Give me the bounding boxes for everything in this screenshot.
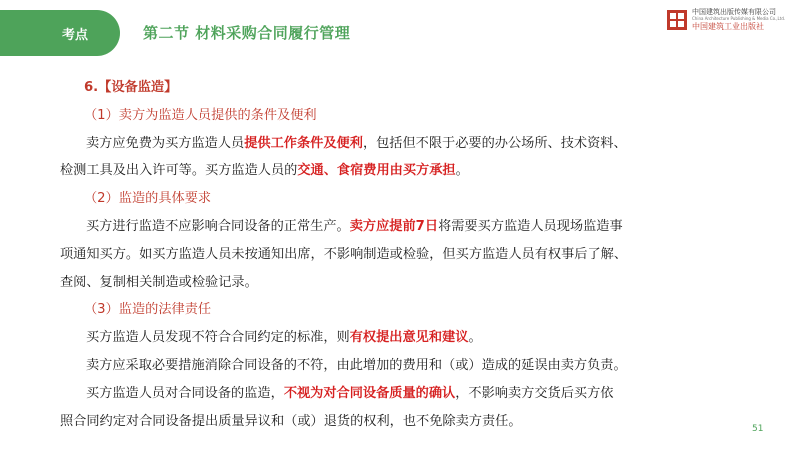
highlight-text: 提供工作条件及便利: [244, 135, 363, 151]
text-run: 买方监造人员对合同设备的监造，: [86, 385, 284, 401]
paragraph-line: 查阅、复制相关制造或检验记录。: [60, 274, 258, 290]
paragraph-line: [60, 213, 780, 241]
highlight-text: 有权提出意见和建议: [349, 330, 469, 346]
subsection-title-2: （2）监造的具体要求: [84, 191, 212, 207]
subsection-title-3: （3）监造的法律责任: [84, 302, 212, 318]
text-run: 买方进行监造不应影响合同设备的正常生产。: [86, 218, 350, 234]
paragraph-line: [60, 130, 780, 158]
paragraph-line: 照合同约定对合同设备提出质量异议和（或）退货的权利，也不免除卖方责任。: [60, 413, 522, 429]
publisher-name-cn: 中国建筑出版传媒有限公司: [692, 8, 776, 16]
topic-tag-label: 考点: [62, 27, 89, 43]
publisher-name-en: China Architecture Publishing & Media Co.,Ltd.: [692, 16, 786, 21]
slide-content: [60, 74, 780, 435]
publisher-logo-icon: [666, 9, 688, 31]
paragraph-line: [60, 324, 780, 352]
page-number: 51: [752, 424, 764, 434]
paragraph-line: [60, 157, 780, 185]
publisher-logo: [666, 6, 790, 34]
paragraph-line: 卖方应采取必要措施消除合同设备的不符，由此增加的费用和（或）造成的延误由卖方负责。: [86, 357, 627, 373]
topic-tag: [0, 10, 120, 56]
main-heading: 6.【设备监造】: [84, 80, 178, 95]
text-run: 将需要买方监造人员现场监造事: [438, 218, 623, 234]
text-run: 检测工具及出入许可等。买方监造人员的: [60, 163, 298, 179]
publisher-calligraphy: 中国建筑工业出版社: [692, 22, 764, 31]
highlight-text: 交通、食宿费用由买方承担: [297, 163, 456, 179]
section-title: 第二节 材料采购合同履行管理: [143, 24, 351, 42]
text-run: 。: [468, 330, 482, 346]
paragraph-line: 项通知买方。如买方监造人员未按通知出席，不影响制造或检验，但买方监造人员有权事后了解、: [60, 246, 628, 262]
text-run: 。: [455, 163, 469, 179]
paragraph-line: [60, 380, 780, 408]
text-run: 卖方应免费为买方监造人员: [86, 135, 245, 151]
text-run: 买方监造人员发现不符合合同约定的标准，则: [86, 330, 350, 346]
text-run: ，包括但不限于必要的办公场所、技术资料、: [362, 135, 627, 151]
text-run: ，不影响卖方交货后买方依: [455, 385, 614, 401]
highlight-text: 不视为对合同设备质量的确认: [283, 385, 456, 401]
highlight-text: 卖方应提前7日: [349, 218, 439, 234]
subsection-title-1: （1）卖方为监造人员提供的条件及便利: [84, 107, 317, 123]
